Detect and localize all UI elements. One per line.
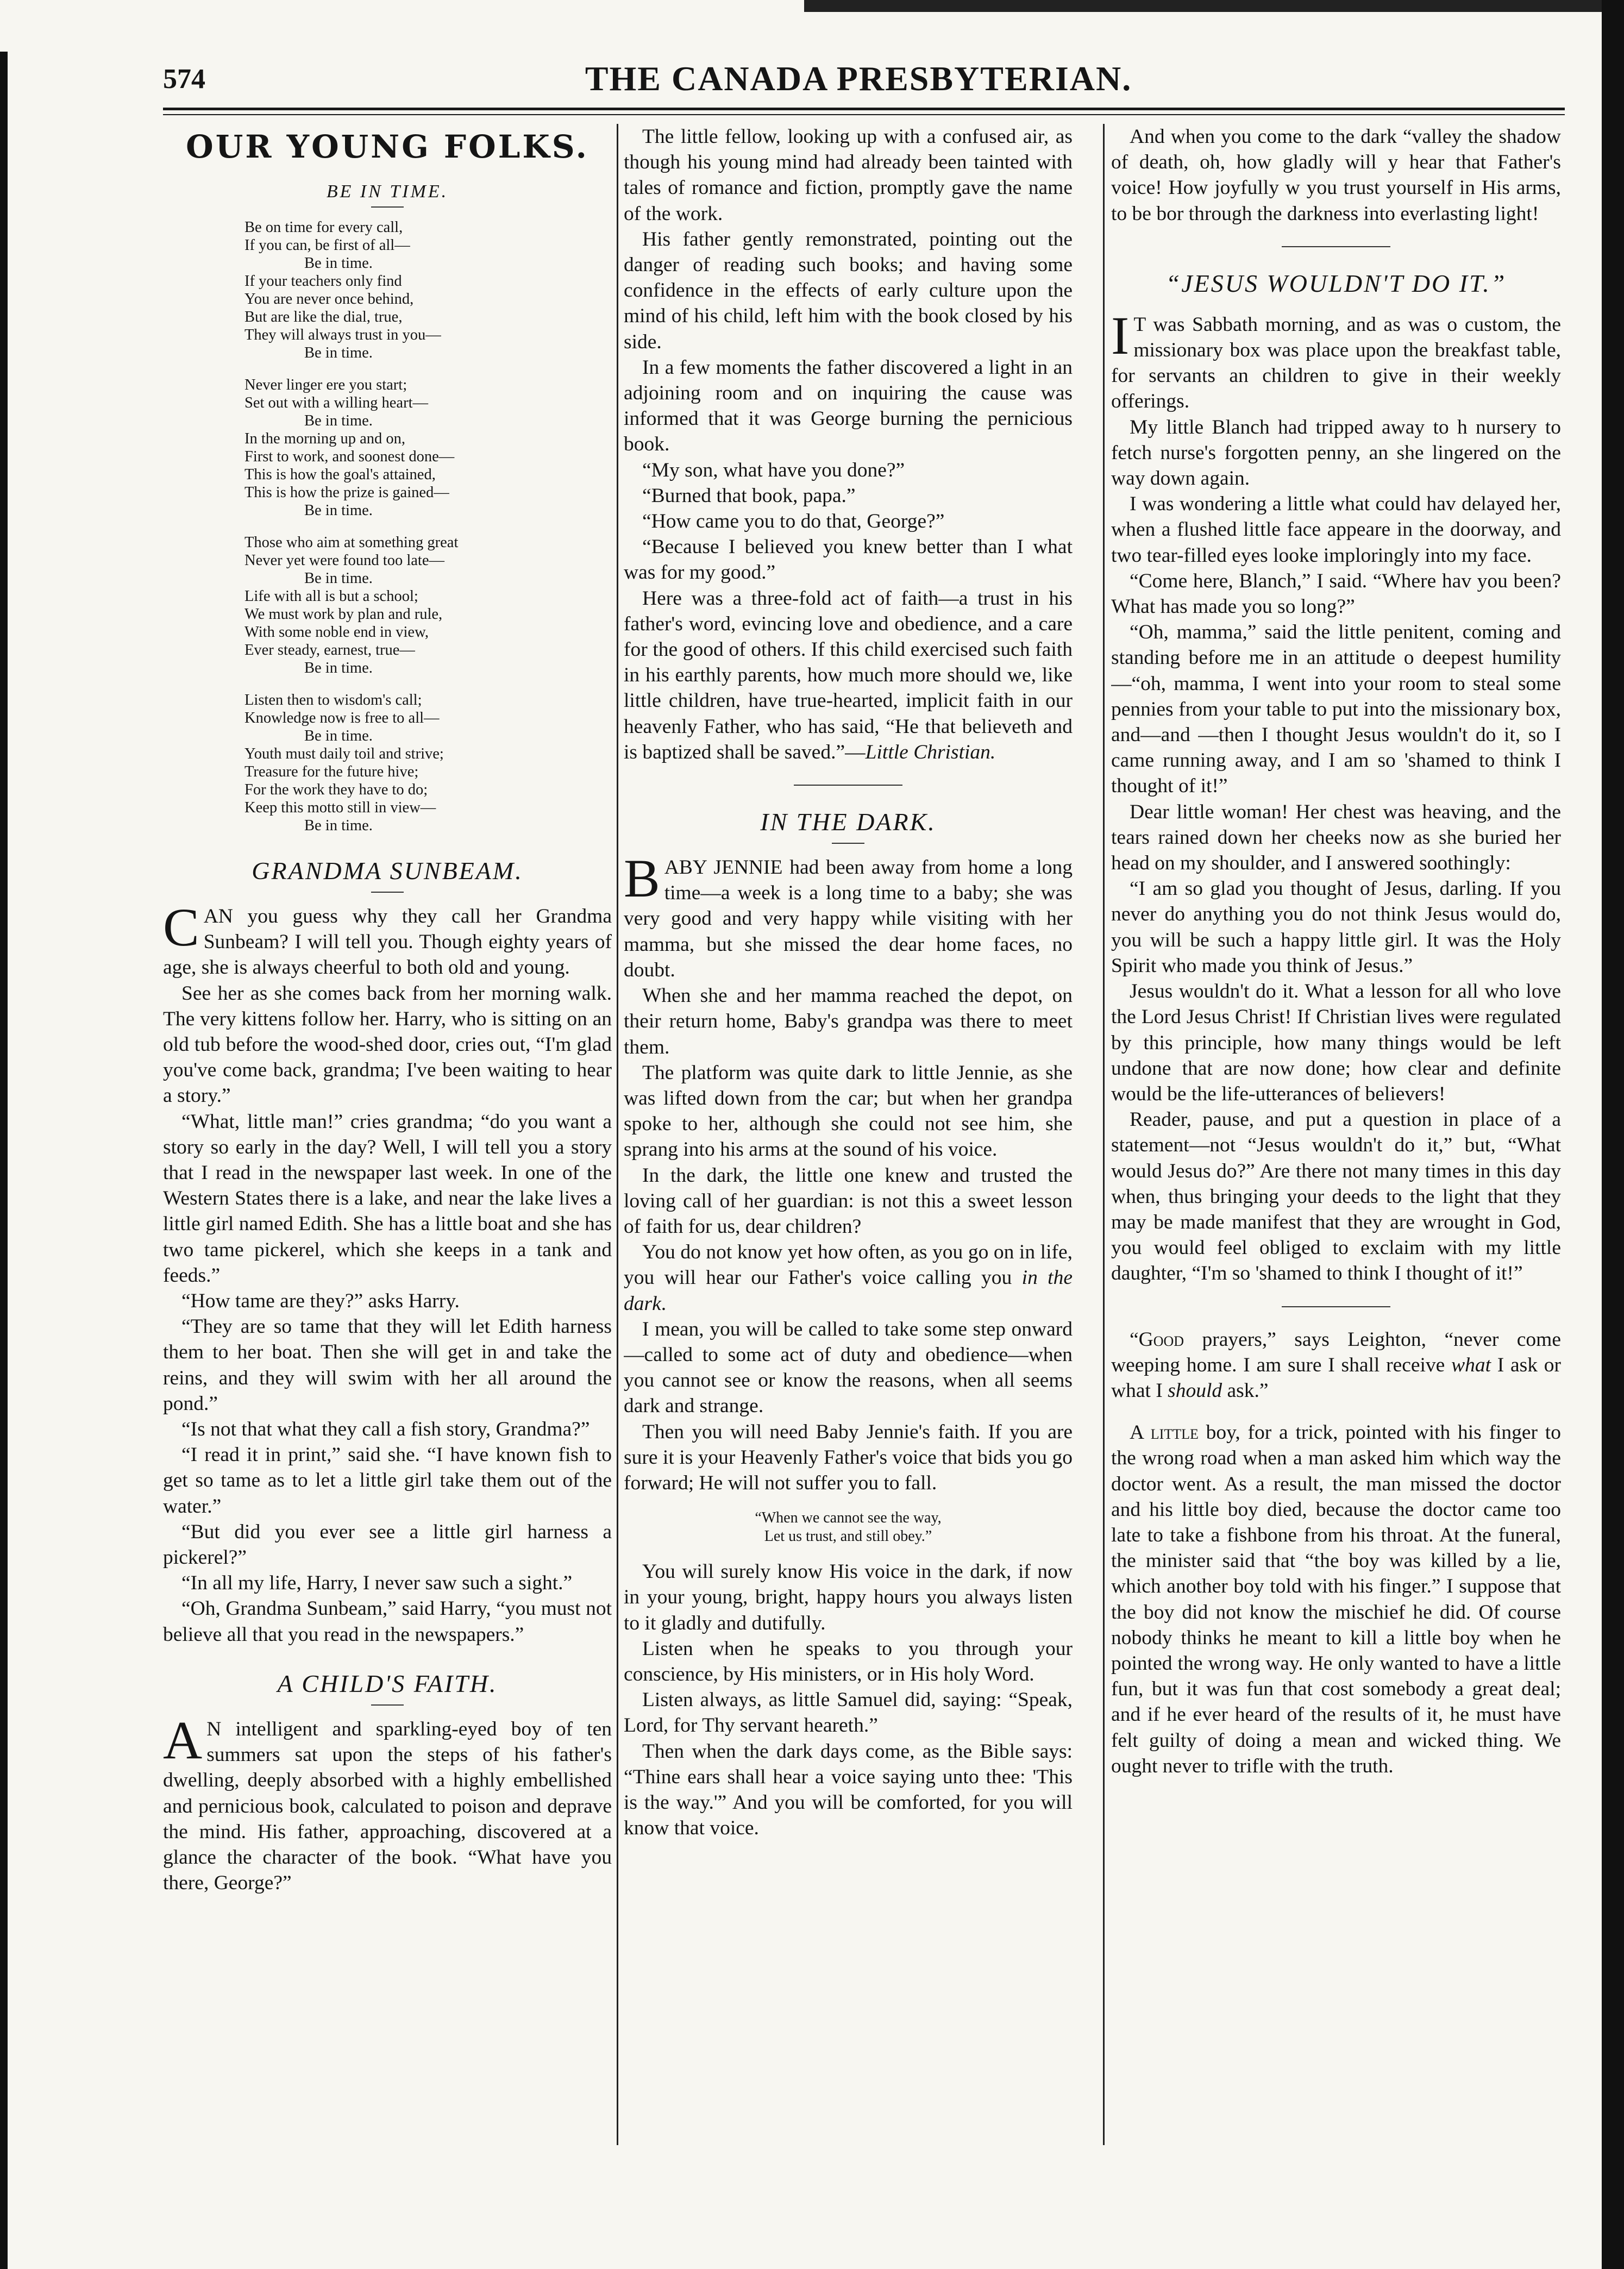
poem-line: Be in time. bbox=[304, 817, 373, 834]
story-paragraph: “In all my life, Harry, I never saw such a sight.” bbox=[181, 1572, 573, 1595]
title-rule bbox=[371, 206, 404, 208]
title-rule bbox=[371, 892, 404, 893]
poem-line: Those who aim at something great bbox=[244, 534, 459, 551]
page-header bbox=[163, 59, 1554, 108]
story-paragraph bbox=[624, 1239, 1073, 1317]
story-title: GRANDMA SUNBEAM. bbox=[252, 857, 523, 885]
header-rule bbox=[163, 108, 1565, 110]
title-rule bbox=[371, 1704, 404, 1706]
paragraph-text: N intelligent and sparkling-eyed boy of ten summers sat upon the steps of his father's dwelling, deeply absorbed with a highly embellished and pernicious book, calculated to poison and deprave the mind. His father, approaching, discovered at a glance the character of the book. “What have you there, George?” bbox=[163, 1718, 612, 1895]
poem-line: Listen then to wisdom's call; bbox=[244, 692, 422, 709]
poem-line: Be in time. bbox=[304, 344, 373, 361]
story-paragraph: “How tame are they?” asks Harry. bbox=[181, 1290, 460, 1313]
story-title: IN THE DARK. bbox=[760, 808, 936, 836]
poem-line: This is how the goal's attained, bbox=[244, 466, 436, 483]
story-paragraph: See her as she comes back from her morning walk. The very kittens follow her. Harry, who is sitting on an old tub before the wood-shed door, cries out, “I'm glad you've come back, grandma; I've been waiting to hear a story.” bbox=[163, 982, 612, 1107]
story-paragraph: “Because I believed you knew better than I what was for my good.” bbox=[624, 536, 1073, 584]
emphasis: in the dark bbox=[624, 1267, 1073, 1315]
story-paragraph: “But did you ever see a little girl harness a pickerel?” bbox=[163, 1520, 612, 1569]
story-paragraph: I mean, you will be called to take some step onward—called to some act of duty and obedience—when you cannot see or know the reasons, when all seems dark and strange. bbox=[624, 1318, 1073, 1418]
story-paragraph: Jesus wouldn't do it. What a lesson for all who love the Lord Jesus Christ! If Christian lives were regulated by this principle, how many things would be left undone that are now done; how clear and definite would be the life-utterances of believers! bbox=[1111, 980, 1561, 1105]
story-paragraph: “How came you to do that, George?” bbox=[642, 510, 945, 533]
story-paragraph: His father gently remonstrated, pointing out the danger of reading such books; and having some confidence in the effects of early culture upon the mind of his child, left him with the book closed by his side. bbox=[624, 228, 1073, 353]
page-number: 574 bbox=[163, 64, 205, 95]
story-paragraph: “I am so glad you thought of Jesus, darling. If you never do anything you do not think Jesus would do, you will be such a happy little girl. It was the Holy Spirit who made you think of Jesus.” bbox=[1111, 877, 1561, 977]
emphasis: should bbox=[1168, 1379, 1222, 1402]
poem bbox=[244, 218, 612, 835]
story-paragraph: Dear little woman! Her chest was heaving, and the tears rained down her cheeks now as she buried her head on my shoulder, and I answered soothingly: bbox=[1111, 800, 1561, 875]
page-title: THE CANADA PRESBYTERIAN. bbox=[585, 59, 1132, 98]
story-paragraph: “Oh, mamma,” said the little penitent, coming and standing before me in an attitude o deepest humility—“oh, mamma, I went into your room to steal some pennies from your table to put into the missionary box, and—and —then I thought Jesus wouldn't do it, so I came running away, and I am so 'shamed to think I thought of it!” bbox=[1111, 621, 1561, 798]
small-caps: Good bbox=[1138, 1328, 1184, 1351]
story-paragraph: Listen always, as little Samuel did, saying: “Speak, Lord, for Thy servant heareth.” bbox=[624, 1689, 1073, 1737]
poem-line: Be in time. bbox=[304, 570, 373, 587]
poem-line: If you can, be first of all— bbox=[244, 237, 410, 254]
story-paragraph: Then you will need Baby Jennie's faith. If you are sure it is your Heavenly Father's voice that bids you go forward; He will not suffer you to fall. bbox=[624, 1420, 1073, 1494]
poem-line: Knowledge now is free to all— bbox=[244, 710, 440, 726]
story-paragraph: When she and her mamma reached the depot, on their return home, Baby's grandpa was there to meet them. bbox=[624, 985, 1073, 1058]
poem-line: Be in time. bbox=[304, 660, 373, 676]
story-paragraph: Reader, pause, and put a question in place of a statement—not “Jesus wouldn't do it,” but, “What would Jesus do?” Are there not many times in this day when, thus bringing your deeds to the light that they may be made manifest that they are wrought in God, you would feel obliged to exclaim with my little daughter, “I'm so 'shamed to think I thought of it!” bbox=[1111, 1108, 1561, 1285]
story-paragraph bbox=[163, 1709, 612, 1896]
drop-cap: A bbox=[163, 1709, 203, 1770]
poem-line: We must work by plan and rule, bbox=[244, 606, 443, 623]
story-paragraph: And when you come to the dark “valley the shadow of death, oh, how gladly will y hear that Father's voice! How joyfully w you trust yourself in His arms, to be bor through the darkness into everlasting light! bbox=[1111, 126, 1561, 225]
story-paragraph: In a few moments the father discovered a light in an adjoining room and on inquiring the cause was informed that it was George burning the pernicious book. bbox=[624, 356, 1073, 456]
paragraph-text: You do not know yet how often, as you go on in life, you will hear our Father's voice calling you bbox=[624, 1241, 1073, 1289]
paragraph-text: ABY JENNIE had been away from home a long time—a week is a long time to a baby; she was very good and very happy while visiting with her mamma, but she missed the dear home faces, no doubt. bbox=[624, 856, 1073, 981]
story-title: “JESUS WOULDN'T DO IT.” bbox=[1165, 269, 1507, 297]
poem-line: Never linger ere you start; bbox=[244, 377, 407, 393]
poem-title: BE IN TIME. bbox=[326, 181, 449, 202]
story-paragraph: You will surely know His voice in the dark, if now in your young, bright, happy hours you always listen to it gladly and dutifully. bbox=[624, 1560, 1073, 1634]
poem-line: First to work, and soonest done— bbox=[244, 448, 455, 465]
story-paragraph bbox=[624, 848, 1073, 983]
quote bbox=[624, 1509, 1073, 1546]
poem-line: Set out with a willing heart— bbox=[244, 394, 428, 411]
section-rule bbox=[794, 785, 902, 786]
story-paragraph: I was wondering a little what could hav delayed her, when a flushed little face appeare in the doorway, and two tear-filled eyes looke imploringly into my face. bbox=[1111, 493, 1561, 567]
story-title: A CHILD'S FAITH. bbox=[277, 1669, 498, 1697]
drop-cap: I bbox=[1111, 305, 1130, 366]
scan-edge-right bbox=[1602, 0, 1624, 2269]
drop-cap: B bbox=[624, 848, 660, 909]
paragraph-text: ask.” bbox=[1222, 1379, 1269, 1402]
drop-cap: C bbox=[163, 897, 199, 957]
story-paragraph: “I read it in print,” said she. “I have known fish to get so tame as to let a little girl take them out of the water.” bbox=[163, 1444, 612, 1518]
story-paragraph: “My son, what have you done?” bbox=[642, 459, 905, 481]
story-paragraph: “Oh, Grandma Sunbeam,” said Harry, “you must not believe all that you read in the newspapers.” bbox=[163, 1597, 612, 1646]
paragraph-text: Here was a three-fold act of faith—a trust in his father's word, evincing love and obedience, and a care for the good of others. If this child exercised such faith in his earthly parents, how much more should we, like little children, have true-hearted, implicit faith in our heavenly Father, who has said, “He that believeth and is baptized shall be saved.”— bbox=[624, 587, 1073, 763]
quote-line: “When we cannot see the way, bbox=[755, 1509, 942, 1527]
poem-stanza bbox=[244, 218, 612, 362]
paragraph-text: T was Sabbath morning, and as was o custom, the missionary box was place upon the breakfast table, for servants an children to give in their weekly offerings. bbox=[1111, 313, 1561, 413]
poem-line: Never yet were found too late— bbox=[244, 552, 444, 569]
poem-line: Youth must daily toil and strive; bbox=[244, 745, 444, 762]
section-rule bbox=[1282, 246, 1390, 247]
story-paragraph: “Burned that book, papa.” bbox=[642, 484, 856, 507]
story-paragraph: Listen when he speaks to you through your conscience, by His ministers, or in His holy Word. bbox=[624, 1637, 1073, 1685]
paragraph-text: AN you guess why they call her Grandma Sunbeam? I will tell you. Though eighty years of age, she is always cheerful to both old and young. bbox=[163, 905, 612, 979]
poem-line: Be on time for every call, bbox=[244, 219, 403, 236]
poem-line: You are never once behind, bbox=[244, 291, 414, 308]
poem-line: This is how the prize is gained— bbox=[244, 484, 449, 501]
poem-line: Life with all is but a school; bbox=[244, 588, 418, 605]
column-1 bbox=[163, 124, 612, 2145]
emphasis: what bbox=[1451, 1353, 1491, 1376]
poem-stanza bbox=[244, 376, 612, 519]
paragraph-text: . bbox=[661, 1292, 667, 1315]
little-boy-paragraph bbox=[1111, 1420, 1561, 1779]
poem-line: In the morning up and on, bbox=[244, 430, 406, 447]
title-rule bbox=[832, 843, 864, 844]
scan-edge-top bbox=[804, 0, 1624, 12]
poem-stanza bbox=[244, 691, 612, 835]
scan-edge-left bbox=[0, 52, 8, 2269]
paragraph-text: prayers,” says Leighton, “never come weeping home. I am sure I shall receive bbox=[1111, 1328, 1561, 1376]
poem-line: With some noble end in view, bbox=[244, 624, 429, 641]
poem-line: Treasure for the future hive; bbox=[244, 763, 419, 780]
story-paragraph: The platform was quite dark to little Jennie, as she was lifted down from the car; but when her grandpa spoke to her, although she could not see him, she sprang into his arms at the sound of his voice. bbox=[624, 1061, 1073, 1161]
story-paragraph: “They are so tame that they will let Edith harness them to her boat. Then she will get in and take the reins, and they will swim with her all around the pond.” bbox=[163, 1315, 612, 1415]
poem-line: They will always trust in you— bbox=[244, 327, 441, 343]
paragraph-text: I ask or what I bbox=[1111, 1353, 1561, 1402]
poem-line: If your teachers only find bbox=[244, 273, 402, 290]
story-paragraph bbox=[624, 586, 1073, 765]
poem-line: Be in time. bbox=[304, 728, 373, 744]
paragraph-text: boy, for a trick, pointed with his finger to the wrong road when a man asked him which way the doctor went. As a result, the man missed the doctor and his little boy died, because the doctor came too late to take a fishbone from his throat. At the funeral, the minister said that “the boy was killed by a lie, which another boy told with his finger.” I suppose that the boy did not know the mischief he did. Of course nobody thinks he meant to kill a little boy when he pointed the wrong way. He only wanted to have a little fun, but it was fun that cost somebody a great deal; and if he ever heard of the results of it, he must have felt guilty of doing a mean and wicked thing. We ought never to trifle with the truth. bbox=[1111, 1421, 1561, 1777]
story-paragraph bbox=[1111, 305, 1561, 415]
story-paragraph: In the dark, the little one knew and trusted the loving call of her guardian: is not this a sweet lesson of faith for us, dear children? bbox=[624, 1164, 1073, 1238]
section-title: OUR YOUNG FOLKS. bbox=[186, 128, 589, 165]
poem-line: Be in time. bbox=[304, 502, 373, 519]
column-3 bbox=[1111, 124, 1561, 2145]
column-divider bbox=[617, 124, 618, 2145]
section-rule bbox=[1282, 1306, 1390, 1307]
story-paragraph: The little fellow, looking up with a confused air, as though his young mind had already been tainted with tales of romance and fiction, promptly gave the name of the work. bbox=[624, 126, 1073, 225]
story-paragraph: Then when the dark days come, as the Bible says: “Thine ears shall hear a voice saying unto thee: 'This is the way.'” And you will be comforted, for you will know that voice. bbox=[624, 1740, 1073, 1840]
source-credit: Little Christian. bbox=[865, 741, 996, 763]
poem-line: Keep this motto still in view— bbox=[244, 799, 436, 816]
poem-stanza bbox=[244, 534, 612, 677]
story-paragraph: “What, little man!” cries grandma; “do you want a story so early in the day? Well, I will tell you a story that I read in the newspaper last week. In one of the Western States there is a lake, and near the lake lives a little girl named Edith. She has a little boat and she has two tame pickerel, which she keeps in a tank and feeds.” bbox=[163, 1110, 612, 1287]
column-2 bbox=[624, 124, 1073, 2145]
leighton-paragraph: “Good prayers,” says Leighton, “never come weeping home. I am sure I shall receive what I ask or what I should ask.” bbox=[1111, 1328, 1561, 1402]
story-paragraph: “Is not that what they call a fish story, Grandma?” bbox=[181, 1418, 590, 1441]
poem-line: Be in time. bbox=[304, 412, 373, 429]
column-divider bbox=[1103, 124, 1105, 2145]
poem-line: But are like the dial, true, bbox=[244, 309, 403, 325]
header-rule-thin bbox=[163, 114, 1565, 115]
poem-line: Ever steady, earnest, true— bbox=[244, 642, 415, 659]
story-paragraph: “Come here, Blanch,” I said. “Where hav you been? What has made you so long?” bbox=[1111, 569, 1561, 618]
quote-line: Let us trust, and still obey.” bbox=[764, 1528, 932, 1545]
poem-line: For the work they have to do; bbox=[244, 781, 428, 798]
small-caps: A little bbox=[1130, 1421, 1199, 1444]
story-paragraph: My little Blanch had tripped away to h nursery to fetch nurse's forgotten penny, an she lingered on the way down again. bbox=[1111, 416, 1561, 490]
poem-line: Be in time. bbox=[304, 255, 373, 272]
story-paragraph bbox=[163, 897, 612, 981]
